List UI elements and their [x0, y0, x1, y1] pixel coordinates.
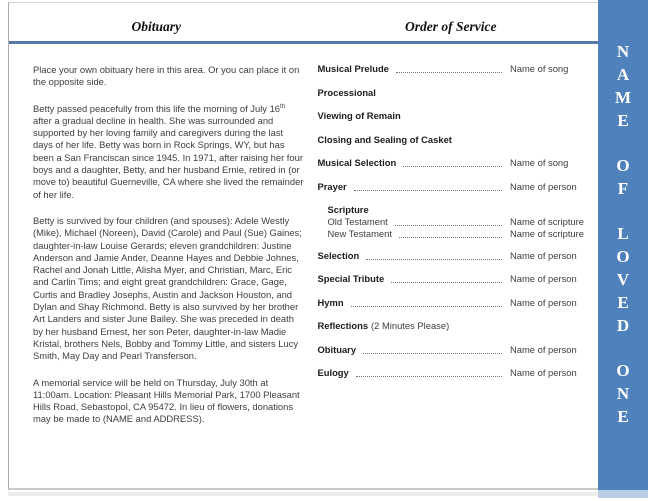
- service-item-label: Eulogy: [317, 367, 349, 378]
- service-item-label: Musical Prelude: [317, 63, 389, 74]
- service-item-value: Name of person: [510, 180, 577, 192]
- obituary-text-column: [33, 64, 306, 440]
- service-item-label: Processional: [317, 86, 376, 98]
- service-item: [318, 274, 599, 284]
- service-item-group: [318, 205, 599, 239]
- service-item: [318, 298, 599, 308]
- service-item-label: Hymn: [317, 296, 344, 308]
- dot-leader: [391, 281, 502, 283]
- dot-leader: [403, 165, 502, 167]
- banner-letter: A: [616, 65, 630, 84]
- service-item: [318, 345, 599, 355]
- loved-one-name-banner: [598, 0, 648, 490]
- dot-leader: [354, 189, 502, 191]
- service-item: [318, 205, 599, 215]
- dot-leader: [351, 305, 502, 307]
- service-item-value: Name of person: [510, 343, 577, 355]
- banner-letter: M: [614, 88, 632, 107]
- dot-leader: [366, 258, 502, 260]
- service-item-label: Musical Selection: [317, 157, 397, 168]
- banner-letter: L: [617, 224, 629, 243]
- dot-leader: [399, 236, 502, 238]
- obituary-paragraph: Betty is survived by four children (and spouses): Adele Westly (Mike), Michael (Noreen), David (Carole) and Paul (Sue) Gaines; daughter-in-law Louise Gerards; eleven grandchildren: Justine Anderson and Jamie Ander, Deanne Hayes and Debbie Johnes, Rachel and Jonah Little, Alisha Myer, and Christian, Marc, Eric and Carlin Tims; and eight great grandchildren: Grace, Gage, Curtis and Bradley Josephs, Austin and Jackson Houston, and Dylan and Shay Richmond. Betty is also survived by her brother Art Landers and sister June Bailey. She was preceded in death by her husband Ernest, her son Peter, daughter-in-law Madie Kristal, brothers Nels, Bobby and Tommy Little, and sisters Lucy Smith, May Day and Pearl Transferson.: [33, 214, 302, 362]
- service-item: [318, 158, 599, 168]
- service-item-label: Prayer: [317, 180, 347, 192]
- service-item-label: New Testament: [327, 228, 392, 239]
- banner-letter: N: [616, 42, 630, 61]
- service-item-label: Obituary: [317, 343, 357, 355]
- service-item-label: Reflections: [317, 320, 369, 331]
- service-item: [318, 321, 599, 331]
- banner-letter: O: [616, 247, 630, 266]
- obituary-paragraph: A memorial service will be held on Thursday, July 30th at 11:00am. Location: Pleasant Hills Memorial Park, 1700 Pleasant Hills Road, Sebastopol, CA 95472. In lieu of flowers, donations may be made to (NAME and ADDRESS).: [33, 376, 300, 425]
- service-item: [318, 251, 599, 261]
- service-item-value: Name of person: [510, 273, 577, 284]
- page-headers: [9, 3, 598, 41]
- banner-letter: E: [617, 111, 629, 130]
- service-item-value: Name of scripture: [510, 216, 584, 227]
- service-item: [318, 368, 599, 378]
- service-item: [318, 182, 599, 192]
- service-item-value: Name of person: [510, 249, 577, 261]
- banner-letter: V: [616, 270, 630, 289]
- service-item-label: Viewing of Remain: [317, 110, 401, 121]
- page-columns: [9, 44, 598, 440]
- service-subitem: [318, 217, 599, 227]
- banner-letter: D: [616, 316, 630, 335]
- service-item: [318, 88, 599, 98]
- dot-leader: [396, 71, 502, 73]
- service-item-note: (2 Minutes Please): [371, 320, 450, 331]
- service-item: [318, 135, 599, 145]
- order-of-service-column: [318, 64, 599, 440]
- service-item-label: Old Testament: [327, 216, 388, 227]
- dot-leader: [356, 375, 502, 377]
- service-item-label: Scripture: [327, 204, 369, 215]
- obituary-page-title: Obituary: [131, 19, 181, 34]
- dot-leader: [395, 224, 502, 226]
- dot-leader: [363, 352, 502, 354]
- banner-letter: E: [617, 407, 629, 426]
- service-item-label: Special Tribute: [317, 273, 385, 284]
- banner-bottom-shadow: [598, 490, 648, 498]
- service-item-value: Name of scripture: [510, 228, 584, 239]
- service-item-value: Name of song: [510, 157, 569, 168]
- banner-letter: N: [616, 384, 630, 403]
- service-item-label: Selection: [317, 249, 360, 261]
- obituary-header-cell: [9, 18, 304, 36]
- service-item-value: Name of person: [510, 367, 577, 378]
- obituary-paragraph: Betty passed peacefully from this life the morning of July 16th after a gradual decline in health. She was surrounded and supported by her loving family and caregivers during the last days of her life. Betty was born in Rock Springs, WY, but has been a San Franciscan since 1945. In 1971, after raising her four boys and a daughter, Betty, and her husband Ernie, retired in (or move to) beautiful Guerneville, CA where she lived the remainder of her life.: [33, 102, 304, 200]
- service-item: [318, 64, 599, 74]
- banner-letter: O: [616, 156, 630, 175]
- program-page: [8, 2, 598, 490]
- service-item-value: Name of person: [510, 296, 577, 308]
- banner-letter: E: [617, 293, 629, 312]
- banner-letter: O: [616, 361, 630, 380]
- service-subitem: [318, 229, 599, 239]
- service-item: [318, 111, 599, 121]
- obituary-paragraph: Place your own obituary here in this area. Or you can place it on the opposite side.: [33, 64, 300, 88]
- service-item-label: Closing and Sealing of Casket: [317, 133, 452, 145]
- order-of-service-header-cell: [304, 18, 599, 36]
- page-bottom-shadow: [8, 492, 598, 496]
- order-of-service-page-title: Order of Service: [405, 19, 497, 34]
- service-item-value: Name of song: [510, 63, 569, 74]
- banner-letter: F: [617, 179, 629, 198]
